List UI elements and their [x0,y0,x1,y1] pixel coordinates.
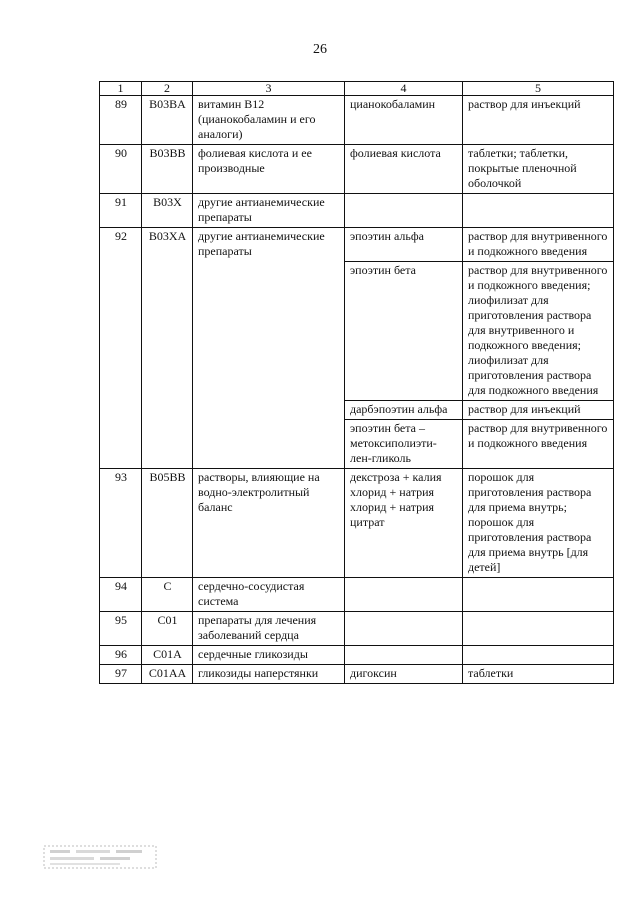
atc-code: B03BB [142,145,193,194]
inn-name: дигоксин [345,665,463,684]
inn-name [345,578,463,612]
inn-name: эпоэтин альфа [345,228,463,262]
group-name: фолиевая кислота и ее производные [193,145,345,194]
table-row [100,194,614,228]
group-name: витамин B12 (цианокобаламин и его аналоги) [193,96,345,145]
atc-code: B03BA [142,96,193,145]
inn-name [345,646,463,665]
row-number: 94 [100,578,142,612]
header-cell: 2 [142,82,193,96]
atc-code: C01AA [142,665,193,684]
group-name: сердечные гликозиды [193,646,345,665]
dosage-form: таблетки [463,665,614,684]
table-row [100,469,614,578]
inn-name: фолиевая кислота [345,145,463,194]
drug-table [99,81,614,684]
dosage-form [463,646,614,665]
inn-name: декстроза + калия хлорид + натрия хлорид + натрия цитрат [345,469,463,578]
atc-code: C [142,578,193,612]
group-name: растворы, влияющие на водно-электролитный баланс [193,469,345,578]
row-number: 93 [100,469,142,578]
group-name: сердечно-сосудистая система [193,578,345,612]
table-row [100,665,614,684]
header-cell: 5 [463,82,614,96]
inn-name [345,612,463,646]
dosage-form: таблетки; таблетки, покрытые пленочной оболочкой [463,145,614,194]
table-row [100,646,614,665]
table-row [100,96,614,145]
inn-name: цианокобаламин [345,96,463,145]
atc-code: C01A [142,646,193,665]
inn-name: эпоэтин бета – метоксиполиэти-лен-гликоль [345,420,463,469]
inn-name [345,194,463,228]
dosage-form [463,578,614,612]
dosage-form: раствор для внутривенного и подкожного введения [463,228,614,262]
row-number: 95 [100,612,142,646]
stamp-mark [42,840,162,872]
group-name: другие антианемические препараты [193,194,345,228]
group-name: препараты для лечения заболеваний сердца [193,612,345,646]
row-number: 90 [100,145,142,194]
dosage-form: порошок для приготовления раствора для приема внутрь; порошок для приготовления раствора для приема внутрь [для детей] [463,469,614,578]
dosage-form: раствор для инъекций [463,401,614,420]
table-row [100,228,614,262]
row-number: 97 [100,665,142,684]
table-header-row [100,82,614,96]
atc-code: B05BB [142,469,193,578]
table-row [100,145,614,194]
dosage-form: раствор для внутривенного и подкожного введения; лиофилизат для приготовления раствора для внутривенного и подкожного введения; лиофилизат для приготовления раствора для подкожного введения [463,262,614,401]
header-cell: 4 [345,82,463,96]
row-number: 89 [100,96,142,145]
dosage-form [463,194,614,228]
row-number: 96 [100,646,142,665]
table-row [100,578,614,612]
table-row [100,612,614,646]
row-number: 91 [100,194,142,228]
atc-code: B03XA [142,228,193,469]
page-number: 26 [313,42,327,57]
dosage-form: раствор для инъекций [463,96,614,145]
atc-code: B03X [142,194,193,228]
inn-name: дарбэпоэтин альфа [345,401,463,420]
header-cell: 3 [193,82,345,96]
group-name: другие антианемические препараты [193,228,345,469]
dosage-form [463,612,614,646]
inn-name: эпоэтин бета [345,262,463,401]
atc-code: C01 [142,612,193,646]
dosage-form: раствор для внутривенного и подкожного введения [463,420,614,469]
group-name: гликозиды наперстянки [193,665,345,684]
row-number: 92 [100,228,142,469]
header-cell: 1 [100,82,142,96]
